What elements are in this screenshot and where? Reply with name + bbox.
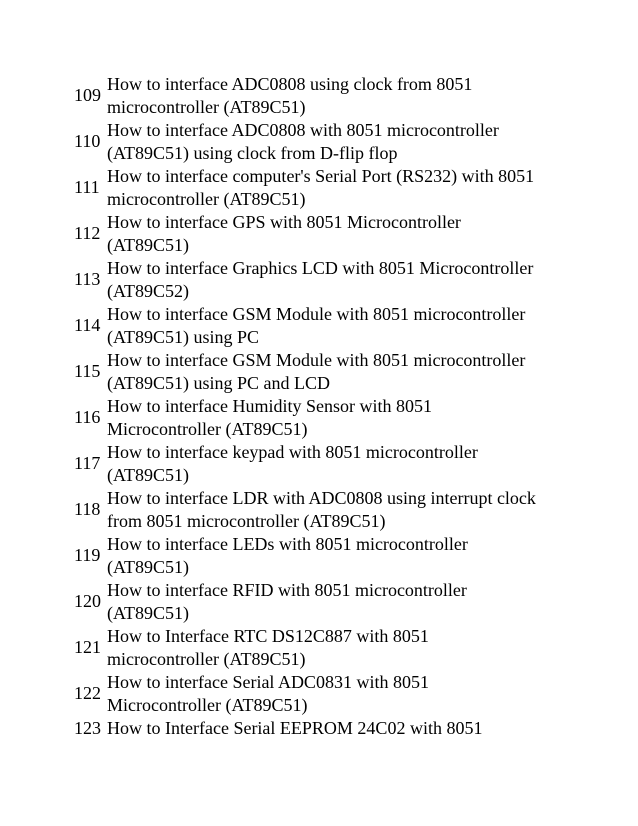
list-item xyxy=(74,165,574,210)
document-list xyxy=(74,73,574,741)
item-line: How to interface GPS with 8051 Microcontroller xyxy=(107,212,461,232)
item-line: How to interface GSM Module with 8051 microcontroller xyxy=(107,304,526,324)
item-line: How to interface RFID with 8051 microcontroller xyxy=(107,580,467,600)
item-line: from 8051 microcontroller (AT89C51) xyxy=(107,510,386,531)
item-number: 111 xyxy=(74,177,100,197)
item-text xyxy=(106,579,574,624)
list-item xyxy=(74,487,574,532)
item-line: (AT89C51) using PC and LCD xyxy=(107,372,331,393)
item-text xyxy=(106,395,574,440)
item-number: 120 xyxy=(74,591,101,611)
item-line: Microcontroller (AT89C51) xyxy=(107,418,308,439)
list-item xyxy=(74,671,574,716)
item-line: microcontroller (AT89C51) xyxy=(107,648,306,669)
item-line: How to interface Serial ADC0831 with 8051 xyxy=(107,672,429,692)
item-line: How to Interface RTC DS12C887 with 8051 xyxy=(107,626,429,646)
list-item xyxy=(74,349,574,394)
item-line: (AT89C51) xyxy=(107,234,189,255)
item-number: 110 xyxy=(74,131,101,151)
list-item xyxy=(74,625,574,670)
item-number: 119 xyxy=(74,545,101,565)
item-text xyxy=(106,211,574,256)
list-item xyxy=(74,395,574,440)
item-line: How to interface Graphics LCD with 8051 Microcontroller xyxy=(107,258,534,278)
item-line: How to Interface Serial EEPROM 24C02 with 8051 xyxy=(107,718,483,738)
item-text xyxy=(106,257,574,302)
list-item xyxy=(74,533,574,578)
item-line: (AT89C51) xyxy=(107,464,189,485)
item-text xyxy=(106,73,574,118)
item-number: 121 xyxy=(74,637,101,657)
item-line: How to interface LDR with ADC0808 using interrupt clock xyxy=(107,488,536,508)
item-number: 112 xyxy=(74,223,101,243)
item-line: How to interface ADC0808 with 8051 microcontroller xyxy=(107,120,499,140)
item-line: microcontroller (AT89C51) xyxy=(107,188,306,209)
item-text xyxy=(106,165,574,210)
item-text xyxy=(106,625,574,670)
list-item xyxy=(74,579,574,624)
item-number: 114 xyxy=(74,315,101,335)
item-line: How to interface Humidity Sensor with 8051 xyxy=(107,396,432,416)
item-number: 117 xyxy=(74,453,101,473)
list-item xyxy=(74,257,574,302)
item-number: 113 xyxy=(74,269,101,289)
item-line: (AT89C51) xyxy=(107,602,189,623)
item-number: 123 xyxy=(74,718,101,738)
list-item xyxy=(74,441,574,486)
item-number: 115 xyxy=(74,361,101,381)
item-line: How to interface LEDs with 8051 microcontroller xyxy=(107,534,468,554)
item-text xyxy=(106,441,574,486)
item-text xyxy=(106,717,574,740)
item-line: (AT89C52) xyxy=(107,280,189,301)
item-text xyxy=(106,487,574,532)
list-item xyxy=(74,303,574,348)
item-text xyxy=(106,349,574,394)
item-text xyxy=(106,119,574,164)
list-item xyxy=(74,211,574,256)
item-number: 116 xyxy=(74,407,101,427)
item-line: How to interface ADC0808 using clock from 8051 xyxy=(107,74,473,94)
item-number: 122 xyxy=(74,683,101,703)
list-item xyxy=(74,717,574,740)
item-line: Microcontroller (AT89C51) xyxy=(107,694,308,715)
item-line: (AT89C51) using PC xyxy=(107,326,260,347)
item-text xyxy=(106,671,574,716)
item-line: (AT89C51) using clock from D-flip flop xyxy=(107,142,398,163)
item-line: (AT89C51) xyxy=(107,556,189,577)
list-item xyxy=(74,119,574,164)
item-number: 118 xyxy=(74,499,101,519)
item-line: How to interface computer's Serial Port (RS232) with 8051 xyxy=(107,166,535,186)
item-line: How to interface keypad with 8051 microcontroller xyxy=(107,442,478,462)
item-text xyxy=(106,303,574,348)
item-line: How to interface GSM Module with 8051 microcontroller xyxy=(107,350,526,370)
item-line: microcontroller (AT89C51) xyxy=(107,96,306,117)
item-text xyxy=(106,533,574,578)
item-number: 109 xyxy=(74,85,101,105)
list-item xyxy=(74,73,574,118)
